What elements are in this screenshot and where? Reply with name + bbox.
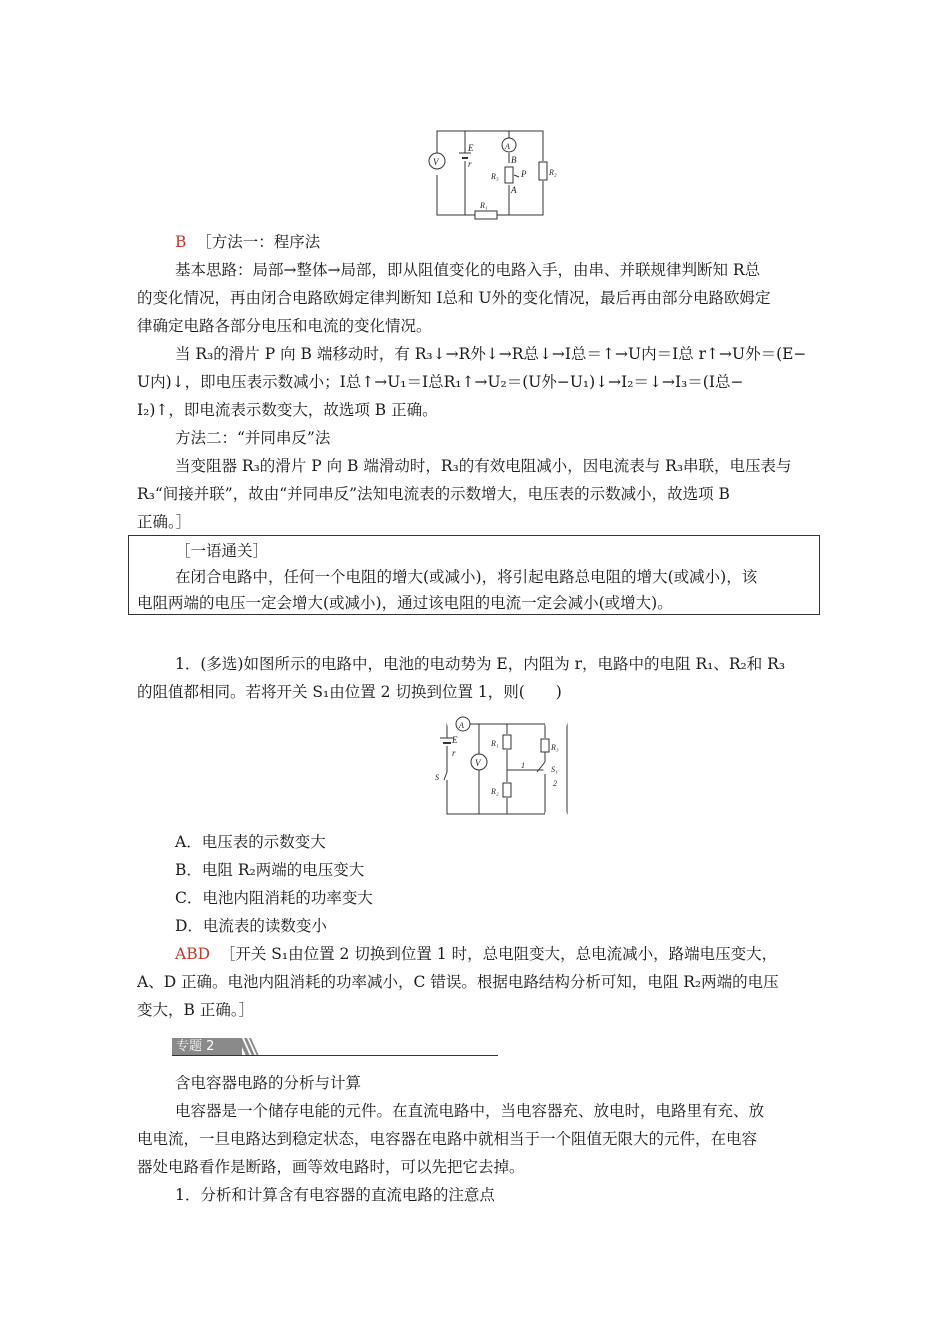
tip-box-line: 电阻两端的电压一定会增大(或减小)，通过该电阻的电流一定会减小(或增大)。: [137, 594, 673, 612]
terminal-a-label: A: [511, 185, 517, 195]
question1-stem: 1．(多选)如图所示的电路中，电池的电动势为 E，内阻为 r，电路中的电阻 R₁、R₂和 R₃: [175, 655, 786, 673]
circuit-diagram-2: [425, 710, 585, 822]
example1-answer: B: [175, 233, 187, 251]
question1-answer-line: [175, 943, 822, 965]
internal-r-label: r: [468, 159, 472, 169]
question1-explanation: 变大，B 正确。］: [137, 1001, 255, 1019]
r2-label: R₂: [549, 168, 557, 177]
terminal-b-label: B: [511, 155, 517, 165]
method1-title: ［方法一：程序法: [196, 233, 321, 251]
internal-r-label: r: [452, 748, 456, 758]
switch-position-2: 2: [553, 779, 557, 788]
explanation-line: 正确。］: [137, 513, 192, 531]
explanation-line: R₃“间接并联”，故由“并同串反”法知电流表的示数增大，电压表的示数减小，故选项 B: [137, 485, 730, 503]
emf-label: E: [468, 143, 474, 153]
topic-paragraph: 电容器是一个储存电能的元件。在直流电路中，当电容器充、放电时，电路里有充、放: [175, 1102, 765, 1120]
topic-paragraph: 电电流，一旦电路达到稳定状态，电容器在电路中就相当于一个阻值无限大的元件，在电容: [137, 1130, 758, 1148]
r1-label: R₁: [491, 739, 499, 748]
option-a: A．电压表的示数变大: [175, 833, 326, 851]
explanation-line: 当 R₃的滑片 P 向 B 端移动时，有 R₃↓→R外↓→R总↓→I总＝↑→U内＝I总 r↑→U外＝(E−: [175, 345, 807, 363]
question1-explanation: A、D 正确。电池内阻消耗的功率减小，C 错误。根据电路结构分析可知，电阻 R₂两端的电压: [137, 973, 779, 991]
r2-label: R₂: [491, 787, 499, 796]
ammeter-label: A: [459, 721, 464, 730]
option-b: B．电阻 R₂两端的电压变大: [175, 861, 365, 879]
switch-s-label: S: [435, 773, 439, 782]
topic-paragraph: 器处电路看作是断路，画等效电路时，可以先把它去掉。: [137, 1158, 525, 1176]
question1-explanation: ［开关 S₁由位置 2 切换到位置 1 时，总电阻变大，总电流减小，路端电压变大，: [219, 945, 778, 963]
voltmeter-label: V: [433, 157, 439, 167]
badge-stripes-icon: [238, 1038, 260, 1056]
tip-box-title: ［一语通关］: [175, 542, 269, 560]
explanation-line: I₂)↑，即电流表示数变大，故选项 B 正确。: [137, 401, 438, 419]
explanation-line: 的变化情况，再由闭合电路欧姆定律判断知 I总和 U外的变化情况，最后再由部分电路欧姆定: [137, 289, 771, 307]
circuit-figure-2: [425, 710, 585, 826]
slider-p-label: P: [521, 169, 527, 179]
r3-label: R₃: [551, 743, 559, 752]
option-c: C．电池内阻消耗的功率变大: [175, 889, 373, 907]
tip-box-line: 在闭合电路中，任何一个电阻的增大(或减小)，将引起电路总电阻的增大(或减小)，该: [175, 568, 758, 586]
example1-answer-line: [175, 231, 822, 253]
circuit-figure-1: [425, 125, 575, 224]
topic-subheading: 1．分析和计算含有电容器的直流电路的注意点: [175, 1186, 495, 1204]
explanation-line: U内)↓，即电压表示数减小；I总↑→U₁＝I总R₁↑→U₂＝(U外−U₁)↓→I₂＝↓→I₃＝(I总−: [137, 373, 744, 391]
switch-s1-label: S₁: [551, 765, 558, 774]
voltmeter-label: V: [475, 758, 481, 768]
question1-stem: 的阻值都相同。若将开关 S₁由位置 2 切换到位置 1，则( ): [137, 683, 562, 701]
r3-label: R₃: [491, 172, 499, 181]
option-d: D．电流表的读数变小: [175, 917, 327, 935]
explanation-line: 当变阻器 R₃的滑片 P 向 B 端滑动时，R₃的有效电阻减小，因电流表与 R₃串联，电压表与: [175, 457, 792, 475]
ammeter-label: A: [505, 142, 510, 151]
circuit-diagram-1: [425, 125, 575, 220]
question1-answer: ABD: [175, 945, 211, 963]
topic-divider: [172, 1055, 498, 1056]
switch-position-1: 1: [521, 761, 525, 770]
topic-badge: 专题 2: [172, 1038, 242, 1056]
emf-label: E: [452, 735, 458, 745]
explanation-line: 律确定电路各部分电压和电流的变化情况。: [137, 317, 432, 335]
r1-label: R₁: [480, 201, 488, 210]
method2-title: 方法二：“并同串反”法: [175, 429, 331, 447]
explanation-line: 基本思路：局部→整体→局部，即从阻值变化的电路入手，由串、并联规律判断知 R总: [175, 261, 761, 279]
topic-title: 含电容器电路的分析与计算: [175, 1074, 362, 1092]
